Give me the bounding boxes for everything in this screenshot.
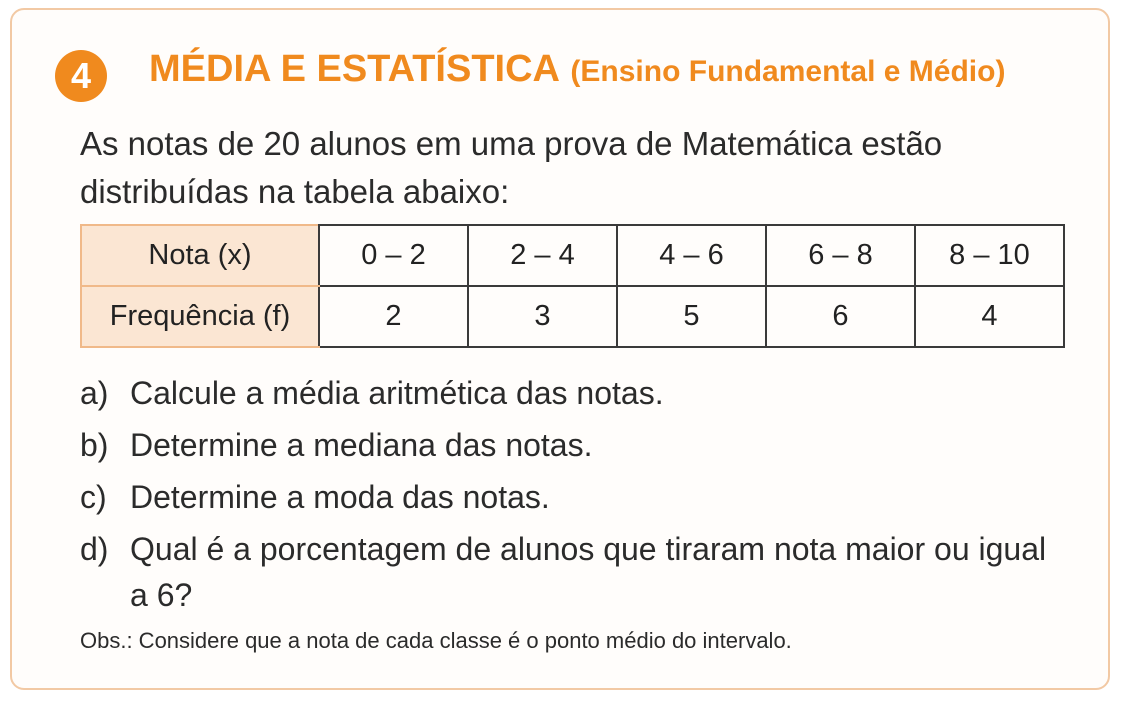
- class-cell: 2 – 4: [468, 225, 617, 286]
- question-item: [80, 526, 1060, 618]
- exercise-title: [149, 48, 1005, 91]
- intro-text: As notas de 20 alunos em uma prova de Matemática estão distribuídas na tabela abaixo:: [80, 125, 943, 210]
- question-item: [80, 422, 1060, 468]
- exercise-number-badge: [55, 50, 107, 102]
- frequency-cell: 5: [617, 286, 766, 347]
- question-text: Determine a moda das notas.: [130, 479, 550, 515]
- frequency-cell: 3: [468, 286, 617, 347]
- question-text: Calcule a média aritmética das notas.: [130, 375, 664, 411]
- row-header-frequencia: Frequência (f): [81, 286, 319, 347]
- row-header-nota: Nota (x): [81, 225, 319, 286]
- class-cell: 0 – 2: [319, 225, 468, 286]
- question-item: [80, 474, 1060, 520]
- frequency-table: [80, 224, 1065, 348]
- frequency-cell: 6: [766, 286, 915, 347]
- table-row-frequencia: [81, 286, 1064, 347]
- question-text: Determine a mediana das notas.: [130, 427, 593, 463]
- question-text: Qual é a porcentagem de alunos que tiraram nota maior ou igual a 6?: [130, 531, 1047, 613]
- exercise-card: [10, 8, 1110, 690]
- title-subtitle: (Ensino Fundamental e Médio): [570, 55, 1006, 88]
- question-label: c): [80, 479, 107, 515]
- frequency-cell: 4: [915, 286, 1064, 347]
- table-row-notas: [81, 225, 1064, 286]
- question-label: a): [80, 375, 109, 411]
- class-cell: 6 – 8: [766, 225, 915, 286]
- title-main: MÉDIA E ESTATÍSTICA: [149, 48, 560, 90]
- question-list: [80, 370, 1060, 624]
- exercise-number: 4: [70, 55, 92, 96]
- frequency-cell: 2: [319, 286, 468, 347]
- observation-note: Obs.: Considere que a nota de cada classe é o ponto médio do intervalo.: [80, 628, 792, 653]
- question-label: d): [80, 531, 109, 567]
- question-label: b): [80, 427, 109, 463]
- class-cell: 4 – 6: [617, 225, 766, 286]
- question-item: [80, 370, 1060, 416]
- class-cell: 8 – 10: [915, 225, 1064, 286]
